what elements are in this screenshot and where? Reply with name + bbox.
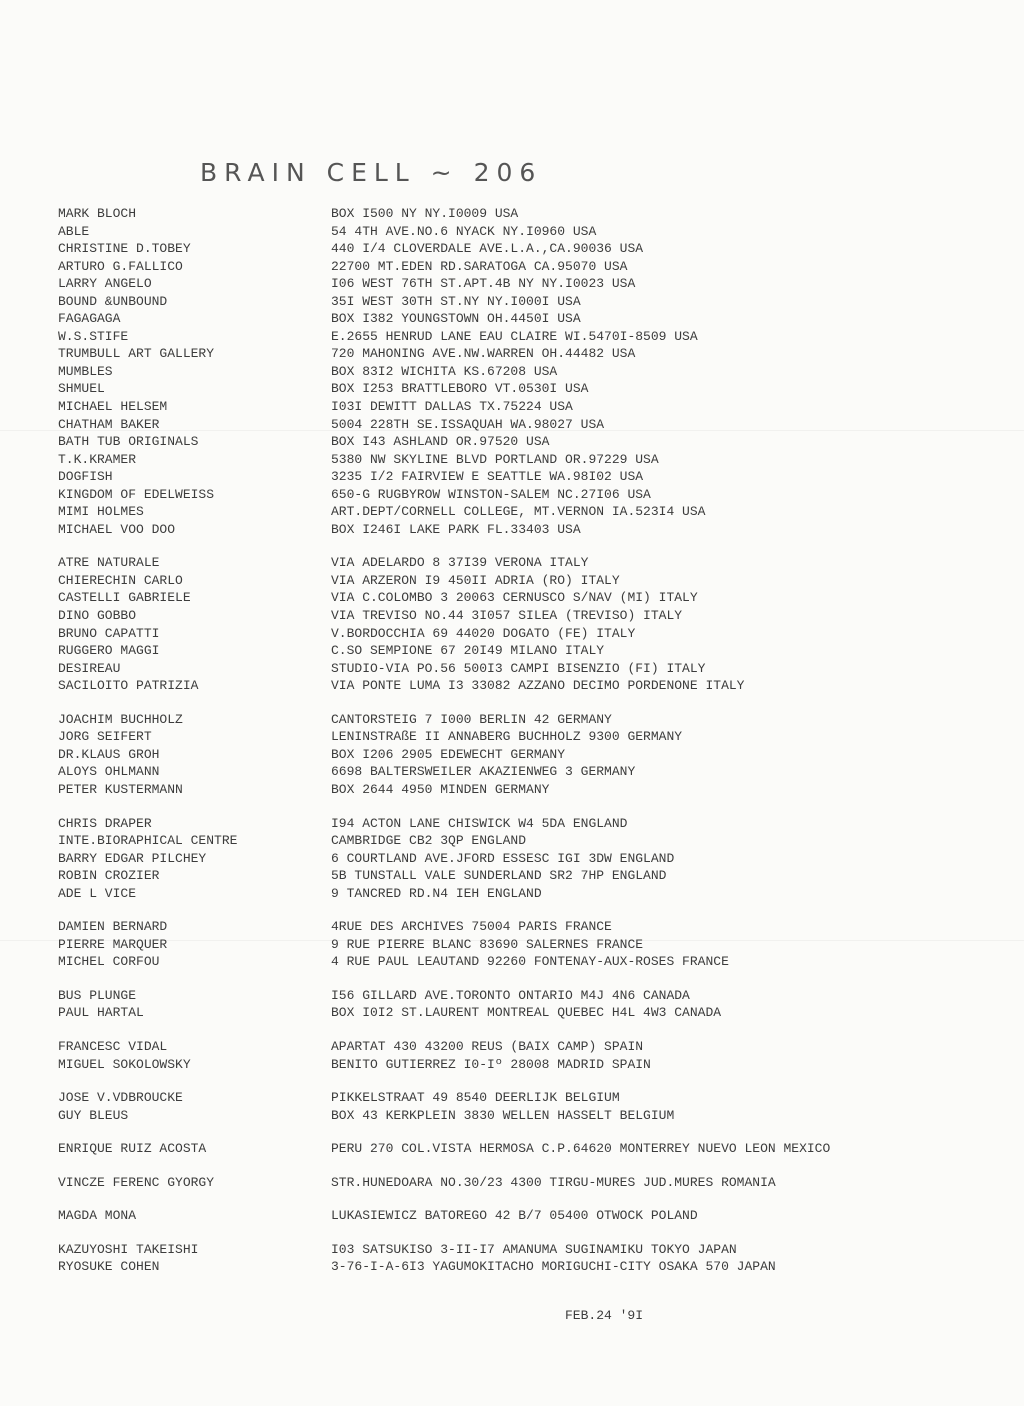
address-entry	[58, 1038, 978, 1056]
entry-name: MICHEL CORFOU	[58, 954, 160, 970]
address-entry	[58, 451, 978, 469]
address-entry	[58, 363, 978, 381]
entry-address: BOX I253 BRATTLEBORO VT.0530I USA	[331, 381, 589, 397]
document-date: FEB.24 '9I	[565, 1308, 644, 1323]
entry-name: RYOSUKE COHEN	[58, 1259, 160, 1275]
entry-name: CHRISTINE D.TOBEY	[58, 241, 191, 257]
address-group	[58, 711, 978, 799]
entry-address: 3-76-I-A-6I3 YAGUMOKITACHO MORIGUCHI-CITY OSAKA 570 JAPAN	[331, 1259, 776, 1275]
entry-address: BOX 2644 4950 MINDEN GERMANY	[331, 781, 550, 797]
entry-address: PIKKELSTRAAT 49 8540 DEERLIJK BELGIUM	[331, 1090, 620, 1106]
entry-name: DESIREAU	[58, 660, 121, 676]
entry-address: 5B TUNSTALL VALE SUNDERLAND SR2 7HP ENGLAND	[331, 868, 667, 884]
address-entry	[58, 258, 978, 276]
address-entry	[58, 1258, 978, 1276]
entry-address: PERU 270 COL.VISTA HERMOSA C.P.64620 MONTERREY NUEVO LEON MEXICO	[331, 1141, 831, 1157]
entry-name: MIGUEL SOKOLOWSKY	[58, 1056, 191, 1072]
address-entry	[58, 589, 978, 607]
address-entry	[58, 310, 978, 328]
entry-address: BENITO GUTIERREZ I0-Iº 28008 MADRID SPAIN	[331, 1056, 651, 1072]
entry-name: VINCZE FERENC GYORGY	[58, 1174, 215, 1190]
entry-address: 9 TANCRED RD.N4 IEH ENGLAND	[331, 885, 542, 901]
entry-name: DAMIEN BERNARD	[58, 919, 168, 935]
address-entry	[58, 1056, 978, 1074]
address-entry	[58, 728, 978, 746]
entry-name: KINGDOM OF EDELWEISS	[58, 486, 215, 502]
entry-name: T.K.KRAMER	[58, 451, 137, 467]
entry-address: 6 COURTLAND AVE.JFORD ESSESC IGI 3DW ENGLAND	[331, 850, 675, 866]
entry-address: I03 SATSUKISO 3-II-I7 AMANUMA SUGINAMIKU TOKYO JAPAN	[331, 1241, 737, 1257]
entry-name: BUS PLUNGE	[58, 987, 137, 1003]
address-entry	[58, 223, 978, 241]
entry-name: KAZUYOSHI TAKEISHI	[58, 1241, 199, 1257]
entry-name: CASTELLI GABRIELE	[58, 590, 191, 606]
entry-address: I56 GILLARD AVE.TORONTO ONTARIO M4J 4N6 CANADA	[331, 987, 690, 1003]
entry-address: BOX I382 YOUNGSTOWN OH.4450I USA	[331, 311, 581, 327]
entry-name: MICHAEL HELSEM	[58, 399, 168, 415]
entry-name: CHRIS DRAPER	[58, 815, 152, 831]
entry-address: VIA ARZERON I9 450II ADRIA (RO) ITALY	[331, 572, 620, 588]
address-entry	[58, 328, 978, 346]
entry-name: ARTURO G.FALLICO	[58, 258, 183, 274]
address-entry	[58, 486, 978, 504]
address-entry	[58, 832, 978, 850]
entry-address: 4RUE DES ARCHIVES 75004 PARIS FRANCE	[331, 919, 612, 935]
address-entry	[58, 1241, 978, 1259]
address-group	[58, 1174, 978, 1192]
entry-name: TRUMBULL ART GALLERY	[58, 346, 215, 362]
address-group	[58, 554, 978, 694]
entry-name: CHIERECHIN CARLO	[58, 572, 183, 588]
entry-address: LENINSTRAßE II ANNABERG BUCHHOLZ 9300 GERMANY	[331, 729, 683, 745]
entry-address: LUKASIEWICZ BATOREGO 42 B/7 05400 OTWOCK POLAND	[331, 1208, 698, 1224]
entry-address: CAMBRIDGE CB2 3QP ENGLAND	[331, 833, 527, 849]
entry-name: MICHAEL VOO DOO	[58, 521, 176, 537]
address-group	[58, 815, 978, 903]
entry-address: C.SO SEMPIONE 67 20I49 MILANO ITALY	[331, 643, 605, 659]
entry-name: ALOYS OHLMANN	[58, 764, 160, 780]
address-entry	[58, 885, 978, 903]
entry-address: 4 RUE PAUL LEAUTAND 92260 FONTENAY-AUX-ROSES FRANCE	[331, 954, 729, 970]
entry-name: MAGDA MONA	[58, 1208, 137, 1224]
entry-address: BOX I246I LAKE PARK FL.33403 USA	[331, 521, 581, 537]
address-entry	[58, 554, 978, 572]
entry-name: ROBIN CROZIER	[58, 868, 160, 884]
entry-name: DOGFISH	[58, 469, 113, 485]
entry-name: MIMI HOLMES	[58, 504, 144, 520]
address-group	[58, 1038, 978, 1073]
entry-address: VIA C.COLOMBO 3 20063 CERNUSCO S/NAV (MI) ITALY	[331, 590, 698, 606]
entry-address: E.2655 HENRUD LANE EAU CLAIRE WI.5470I-8509 USA	[331, 328, 698, 344]
entry-name: ADE L VICE	[58, 885, 137, 901]
entry-address: APARTAT 430 43200 REUS (BAIX CAMP) SPAIN	[331, 1038, 644, 1054]
address-entry	[58, 850, 978, 868]
entry-name: DINO GOBBO	[58, 608, 137, 624]
entry-address: 650-G RUGBYROW WINSTON-SALEM NC.27I06 USA	[331, 486, 651, 502]
entry-name: BATH TUB ORIGINALS	[58, 434, 199, 450]
entry-address: 3235 I/2 FAIRVIEW E SEATTLE WA.98I02 USA	[331, 469, 644, 485]
entry-name: PIERRE MARQUER	[58, 936, 168, 952]
entry-name: DR.KLAUS GROH	[58, 746, 160, 762]
address-entry	[58, 625, 978, 643]
address-entry	[58, 1174, 978, 1192]
entry-name: RUGGERO MAGGI	[58, 643, 160, 659]
entry-name: ABLE	[58, 223, 90, 239]
entry-address: BOX I43 ASHLAND OR.97520 USA	[331, 434, 550, 450]
entry-name: CHATHAM BAKER	[58, 416, 160, 432]
address-entry	[58, 293, 978, 311]
address-list	[58, 205, 978, 1292]
address-entry	[58, 433, 978, 451]
address-entry	[58, 642, 978, 660]
address-entry	[58, 416, 978, 434]
address-entry	[58, 677, 978, 695]
entry-address: BOX I206 2905 EDEWECHT GERMANY	[331, 746, 566, 762]
entry-address: CANTORSTEIG 7 I000 BERLIN 42 GERMANY	[331, 711, 612, 727]
page-title: BRAIN CELL ~ 206	[200, 158, 543, 187]
address-group	[58, 1089, 978, 1124]
entry-address: I06 WEST 76TH ST.APT.4B NY NY.I0023 USA	[331, 276, 636, 292]
entry-name: SHMUEL	[58, 381, 105, 397]
entry-address: BOX 43 KERKPLEIN 3830 WELLEN HASSELT BELGIUM	[331, 1107, 675, 1123]
entry-name: JOSE V.VDBROUCKE	[58, 1090, 183, 1106]
entry-name: JOACHIM BUCHHOLZ	[58, 711, 183, 727]
entry-address: 22700 MT.EDEN RD.SARATOGA CA.95070 USA	[331, 258, 628, 274]
address-group	[58, 1207, 978, 1225]
address-entry	[58, 1207, 978, 1225]
address-group	[58, 1140, 978, 1158]
entry-address: 54 4TH AVE.NO.6 NYACK NY.I0960 USA	[331, 223, 597, 239]
address-entry	[58, 953, 978, 971]
entry-address: V.BORDOCCHIA 69 44020 DOGATO (FE) ITALY	[331, 625, 636, 641]
entry-address: STR.HUNEDOARA NO.30/23 4300 TIRGU-MURES JUD.MURES ROMANIA	[331, 1174, 776, 1190]
address-entry	[58, 763, 978, 781]
entry-name: W.S.STIFE	[58, 328, 129, 344]
entry-name: GUY BLEUS	[58, 1107, 129, 1123]
address-entry	[58, 521, 978, 539]
entry-name: BOUND &UNBOUND	[58, 293, 168, 309]
address-entry	[58, 936, 978, 954]
address-entry	[58, 746, 978, 764]
address-group	[58, 1241, 978, 1276]
entry-name: SACILOITO PATRIZIA	[58, 678, 199, 694]
address-entry	[58, 205, 978, 223]
entry-name: FAGAGAGA	[58, 311, 121, 327]
entry-address: 35I WEST 30TH ST.NY NY.I000I USA	[331, 293, 581, 309]
entry-name: PETER KUSTERMANN	[58, 781, 183, 797]
address-entry	[58, 815, 978, 833]
entry-address: VIA ADELARDO 8 37I39 VERONA ITALY	[331, 555, 589, 571]
address-entry	[58, 1140, 978, 1158]
address-entry	[58, 398, 978, 416]
address-group	[58, 205, 978, 538]
address-entry	[58, 1004, 978, 1022]
entry-address: 9 RUE PIERRE BLANC 83690 SALERNES FRANCE	[331, 936, 644, 952]
entry-name: JORG SEIFERT	[58, 729, 152, 745]
address-entry	[58, 867, 978, 885]
address-entry	[58, 781, 978, 799]
address-group	[58, 918, 978, 971]
entry-name: ATRE NATURALE	[58, 555, 160, 571]
address-entry	[58, 503, 978, 521]
address-entry	[58, 987, 978, 1005]
address-entry	[58, 468, 978, 486]
address-entry	[58, 1089, 978, 1107]
entry-address: 440 I/4 CLOVERDALE AVE.L.A.,CA.90036 USA	[331, 241, 644, 257]
entry-name: FRANCESC VIDAL	[58, 1038, 168, 1054]
entry-address: I03I DEWITT DALLAS TX.75224 USA	[331, 399, 573, 415]
entry-address: I94 ACTON LANE CHISWICK W4 5DA ENGLAND	[331, 815, 628, 831]
address-entry	[58, 345, 978, 363]
entry-name: INTE.BIORAPHICAL CENTRE	[58, 833, 238, 849]
address-entry	[58, 918, 978, 936]
entry-address: BOX I0I2 ST.LAURENT MONTREAL QUEBEC H4L 4W3 CANADA	[331, 1005, 722, 1021]
address-entry	[58, 275, 978, 293]
entry-address: 6698 BALTERSWEILER AKAZIENWEG 3 GERMANY	[331, 764, 636, 780]
entry-name: MARK BLOCH	[58, 206, 137, 221]
entry-address: ART.DEPT/CORNELL COLLEGE, MT.VERNON IA.523I4 USA	[331, 504, 706, 520]
address-entry	[58, 380, 978, 398]
entry-name: ENRIQUE RUIZ ACOSTA	[58, 1141, 207, 1157]
address-entry	[58, 1107, 978, 1125]
address-entry	[58, 711, 978, 729]
address-entry	[58, 607, 978, 625]
address-entry	[58, 240, 978, 258]
entry-address: 5004 228TH SE.ISSAQUAH WA.98027 USA	[331, 416, 605, 432]
entry-address: BOX I500 NY NY.I0009 USA	[331, 206, 519, 221]
entry-address: 720 MAHONING AVE.NW.WARREN OH.44482 USA	[331, 346, 636, 362]
entry-name: BARRY EDGAR PILCHEY	[58, 850, 207, 866]
address-group	[58, 987, 978, 1022]
entry-name: BRUNO CAPATTI	[58, 625, 160, 641]
address-entry	[58, 572, 978, 590]
entry-address: BOX 83I2 WICHITA KS.67208 USA	[331, 363, 558, 379]
entry-address: STUDIO-VIA PO.56 500I3 CAMPI BISENZIO (FI) ITALY	[331, 660, 706, 676]
address-entry	[58, 660, 978, 678]
entry-name: PAUL HARTAL	[58, 1005, 144, 1021]
entry-address: VIA TREVISO NO.44 3I057 SILEA (TREVISO) ITALY	[331, 608, 683, 624]
entry-name: MUMBLES	[58, 363, 113, 379]
entry-address: 5380 NW SKYLINE BLVD PORTLAND OR.97229 USA	[331, 451, 659, 467]
entry-address: VIA PONTE LUMA I3 33082 AZZANO DECIMO PORDENONE ITALY	[331, 678, 745, 694]
entry-name: LARRY ANGELO	[58, 276, 152, 292]
